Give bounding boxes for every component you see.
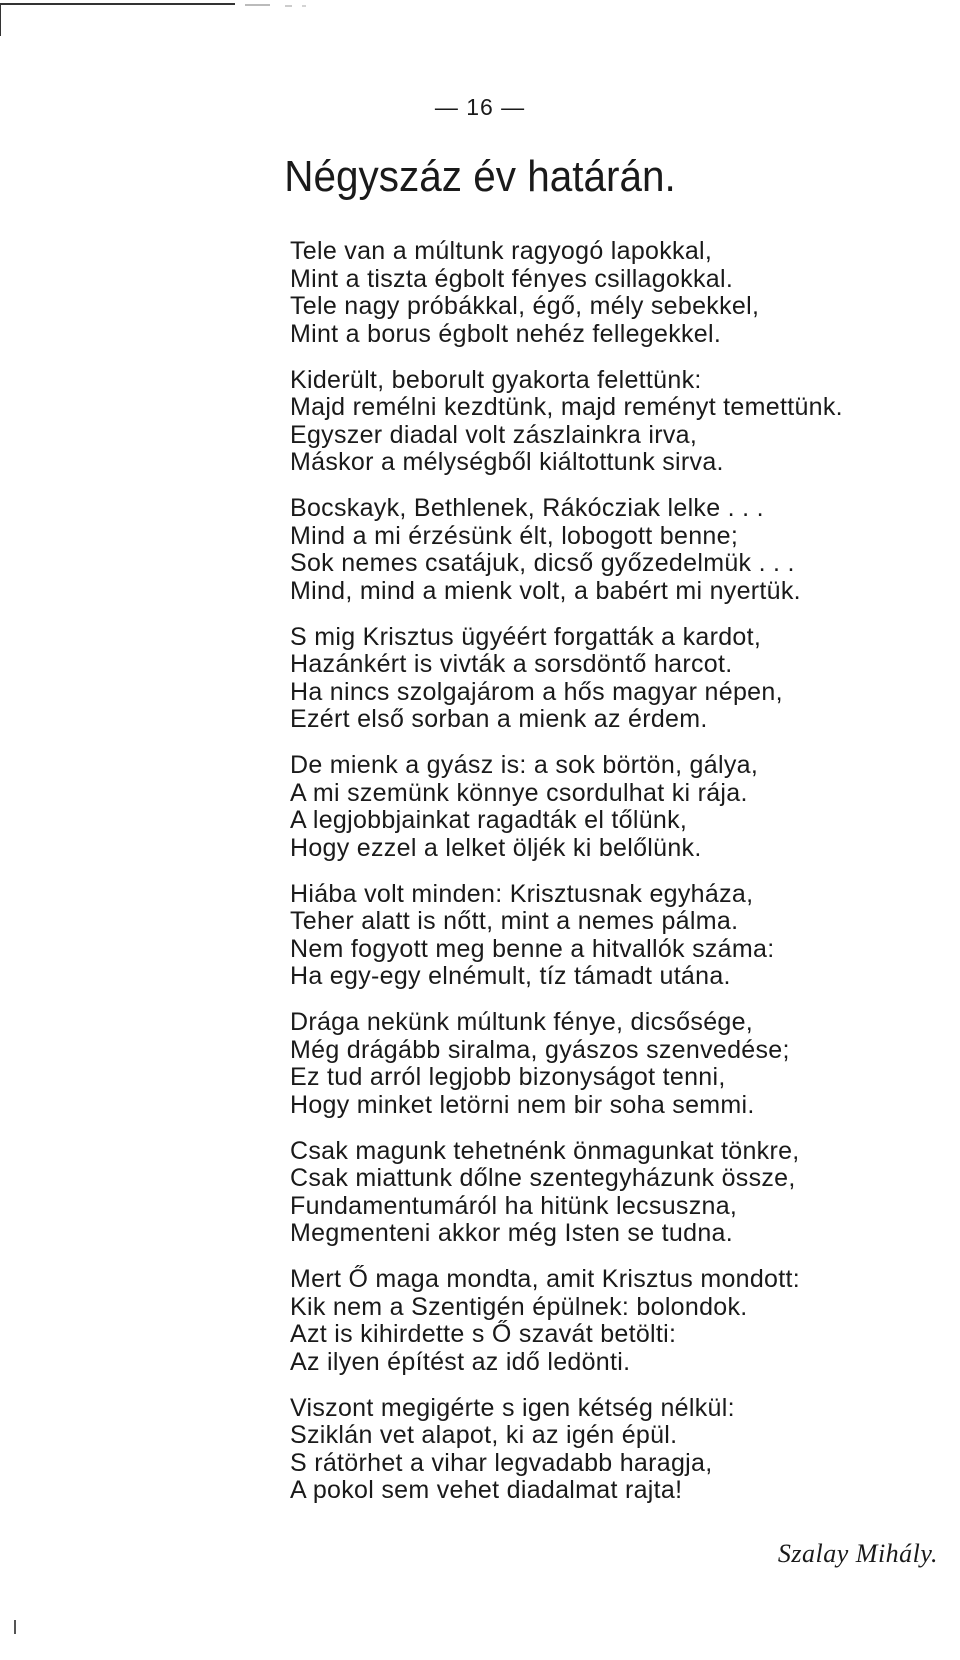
poem-line: Csak miattunk dőlne szentegyházunk össze, <box>290 1164 796 1192</box>
stanza <box>290 881 910 991</box>
poem-line: Mind, mind a mienk volt, a babért mi nyertük. <box>290 576 801 605</box>
stanza <box>290 1395 910 1505</box>
poem-line: Mint a borus égbolt nehéz fellegekkel. <box>290 319 722 348</box>
poem-line: Drága nekünk múltunk fénye, dicsősége, <box>290 1008 754 1036</box>
poem-line: Hiába volt minden: Krisztusnak egyháza, <box>290 879 754 908</box>
stanza <box>290 752 910 862</box>
poem-line: Azt is kihirdette s Ő szavát betölti: <box>290 1320 677 1348</box>
poem-line: Ha egy-egy elnémult, tíz támadt utána. <box>290 962 731 990</box>
page-corner-mark <box>0 0 330 40</box>
margin-mark <box>14 1620 16 1634</box>
poem-line: Megmenteni akkor még Isten se tudna. <box>290 1219 733 1247</box>
poem-line: De mienk a gyász is: a sok börtön, gálya, <box>290 751 759 779</box>
stanza <box>290 495 910 605</box>
poem-line: Egyszer diadal volt zászlainkra irva, <box>290 420 698 449</box>
stanza <box>290 624 910 734</box>
poem-line: A pokol sem vehet diadalmat rajta! <box>290 1476 683 1504</box>
poem-line: Ha nincs szolgajárom a hős magyar népen, <box>290 677 783 706</box>
poem-line: Az ilyen építést az idő ledönti. <box>290 1347 631 1376</box>
poem-line: Tele nagy próbákkal, égő, mély sebekkel, <box>290 292 760 320</box>
poem-body <box>290 238 910 1523</box>
poem-line: Fundamentumáról ha hitünk lecsuszna, <box>290 1191 738 1220</box>
poem-line: Hazánkért is vivták a sorsdöntő harcot. <box>290 650 733 678</box>
stanza <box>290 1138 910 1248</box>
poem-line: A legjobbjainkat ragadták el tőlünk, <box>290 806 688 834</box>
poem-line: Tele van a múltunk ragyogó lapokkal, <box>290 237 713 265</box>
poem-line: Majd remélni kezdtünk, majd reményt temettünk. <box>290 393 843 421</box>
poem-line: Hogy minket letörni nem bir soha semmi. <box>290 1090 755 1119</box>
poem-line: Mint a tiszta égbolt fényes csillagokkal. <box>290 264 734 293</box>
poem-line: Kiderült, beborult gyakorta felettünk: <box>290 365 702 394</box>
poem-line: Nem fogyott meg benne a hitvallók száma: <box>290 934 775 963</box>
poem-line: S rátörhet a vihar legvadabb haragja, <box>290 1448 713 1477</box>
stanza <box>290 1266 910 1376</box>
poem-line: Viszont megigérte s igen kétség nélkül: <box>290 1393 735 1422</box>
poem-title: Négyszáz év határán. <box>284 152 676 201</box>
poem-line: Teher alatt is nőtt, mint a nemes pálma. <box>290 907 739 935</box>
poem-line: Hogy ezzel a lelket öljék ki belőlünk. <box>290 833 702 862</box>
stanza <box>290 367 910 477</box>
poem-line: Sok nemes csatájuk, dicső győzedelmük . . . <box>290 549 795 577</box>
page-number: — 16 — <box>434 94 526 120</box>
stanza <box>290 1009 910 1119</box>
stanza <box>290 238 910 348</box>
poem-line: S mig Krisztus ügyéért forgatták a kardot, <box>290 622 762 651</box>
poem-line: Mind a mi érzésünk élt, lobogott benne; <box>290 521 739 550</box>
poem-line: Mert Ő maga mondta, amit Krisztus mondott: <box>290 1265 800 1293</box>
poem-line: Ezért első sorban a mienk az érdem. <box>290 705 708 733</box>
poem-line: Ez tud arról legjobb bizonyságot tenni, <box>290 1063 726 1091</box>
poem-line: Máskor a mélységből kiáltottunk sirva. <box>290 448 724 476</box>
author-signature: Szalay Mihály. <box>777 1539 938 1568</box>
poem-line: Bocskayk, Bethlenek, Rákócziak lelke . . . <box>290 494 764 522</box>
poem-line: A mi szemünk könnye csordulhat ki rája. <box>290 778 748 807</box>
poem-line: Sziklán vet alapot, ki az igén épül. <box>290 1421 678 1449</box>
poem-line: Még drágább siralma, gyászos szenvedése; <box>290 1035 790 1064</box>
poem-line: Kik nem a Szentigén épülnek: bolondok. <box>290 1292 748 1321</box>
poem-line: Csak magunk tehetnénk önmagunkat tönkre, <box>290 1136 800 1165</box>
